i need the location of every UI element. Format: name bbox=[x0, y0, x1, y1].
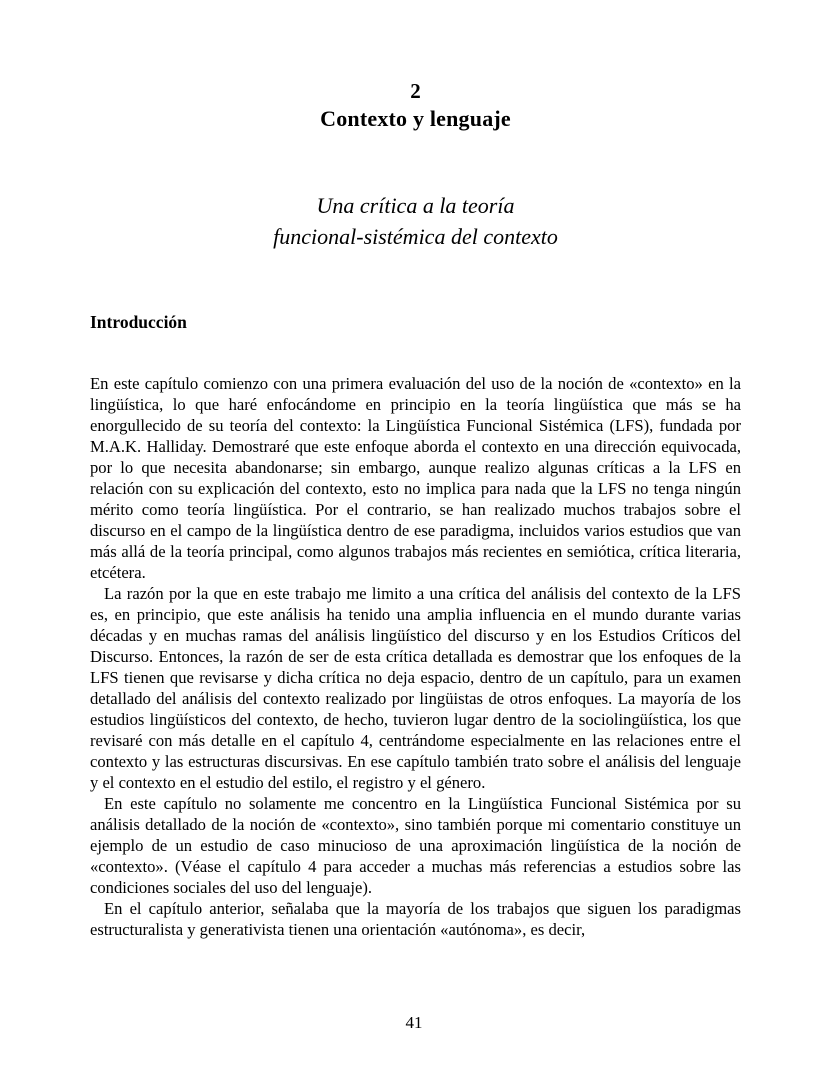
chapter-subtitle-line-1: Una crítica a la teoría bbox=[316, 193, 515, 218]
body-text bbox=[90, 373, 741, 940]
chapter-subtitle bbox=[90, 190, 741, 252]
section-heading-introduction: Introducción bbox=[90, 312, 187, 332]
paragraph-1: En este capítulo comienzo con una primera evaluación del uso de la noción de «contexto» en la lingüística, lo que haré enfocándome en principio en la teoría lingüística que más se ha enorgullecido de su teoría del contexto: la Lingüística Funcional Sistémica (LFS), fundada por M.A.K. Halliday. Demostraré que este enfoque aborda el contexto en una dirección equivocada, por lo que necesita abandonarse; sin embargo, aunque realizo algunas críticas a la LFS en relación con su explicación del contexto, esto no implica para nada que la LFS no tenga ningún mérito como teoría lingüística. Por el contrario, se han realizado muchos trabajos sobre el discurso en el campo de la lingüística dentro de ese paradigma, incluidos varios estudios que van más allá de la teoría principal, como algunos trabajos más recientes en semiótica, crítica literaria, etcétera. bbox=[90, 374, 741, 582]
chapter-number: 2 bbox=[410, 79, 421, 103]
chapter-subtitle-line-2: funcional-sistémica del contexto bbox=[273, 224, 558, 249]
paragraph-2: La razón por la que en este trabajo me limito a una crítica del análisis del contexto de la LFS es, en principio, que este análisis ha tenido una amplia influencia en el mundo durante varias décadas y en muchas ramas del análisis lingüístico del discurso y en los Estudios Críticos del Discurso. Entonces, la razón de ser de esta crítica detallada es demostrar que los enfoques de la LFS tienen que revisarse y dicha crítica no deja espacio, dentro de un capítulo, para un examen detallado del análisis del contexto realizado por lingüistas de otros enfoques. La mayoría de los estudios lingüísticos del contexto, de hecho, tuvieron lugar dentro de la sociolingüística, los que revisaré con más detalle en el capítulo 4, centrándome especialmente en las relaciones entre el contexto y las estructuras discursivas. En ese capítulo también trato sobre el análisis del lenguaje y el contexto en el estudio del estilo, el registro y el género. bbox=[90, 584, 741, 792]
page-number: 41 bbox=[405, 1013, 423, 1032]
paragraph-4: En el capítulo anterior, señalaba que la mayoría de los trabajos que siguen los paradigmas estructuralista y generativista tienen una orientación «autónoma», es decir, bbox=[90, 899, 741, 939]
paragraph-3: En este capítulo no solamente me concentro en la Lingüística Funcional Sistémica por su análisis detallado de la noción de «contexto», sino también porque mi comentario constituye un ejemplo de un estudio de caso minucioso de una aproximación lingüística de la noción de «contexto». (Véase el capítulo 4 para acceder a muchas más referencias a estudios sobre las condiciones sociales del uso del lenguaje). bbox=[90, 794, 741, 897]
chapter-title: Contexto y lenguaje bbox=[320, 106, 511, 131]
